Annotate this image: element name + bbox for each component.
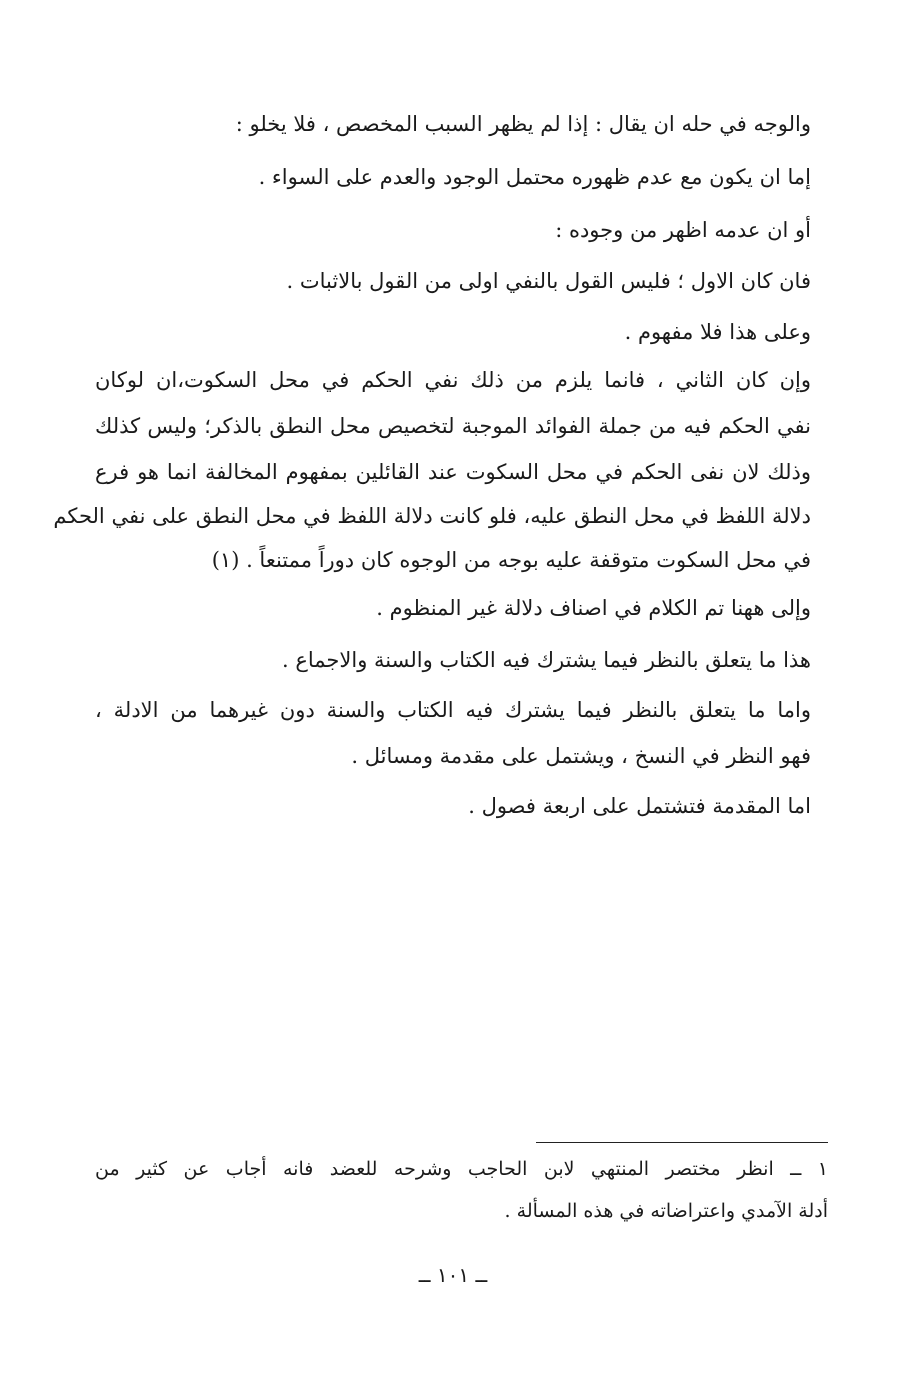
text-line: وإلى ههنا تم الكلام في اصناف دلالة غير المنظوم . bbox=[376, 596, 811, 620]
text-line: وذلك لان نفى الحكم في محل السكوت عند القائلين بمفهوم المخالفة انما هو فرع bbox=[95, 460, 811, 484]
footnote-separator bbox=[536, 1142, 828, 1143]
text-line: وإن كان الثاني ، فانما يلزم من ذلك نفي الحكم في محل السكوت،ان لوكان bbox=[95, 368, 811, 392]
footnote-line: أدلة الآمدي واعتراضاته في هذه المسألة . bbox=[504, 1200, 828, 1222]
text-line: واما ما يتعلق بالنظر فيما يشترك فيه الكتاب والسنة دون غيرهما من الادلة ، bbox=[95, 698, 811, 722]
text-line: أو ان عدمه اظهر من وجوده : bbox=[555, 218, 811, 242]
text-line: هذا ما يتعلق بالنظر فيما يشترك فيه الكتاب والسنة والاجماع . bbox=[282, 648, 811, 672]
text-line: فهو النظر في النسخ ، ويشتمل على مقدمة ومسائل . bbox=[351, 744, 811, 768]
text-line: إما ان يكون مع عدم ظهوره محتمل الوجود والعدم على السواء . bbox=[258, 165, 811, 189]
text-line: في محل السكوت متوقفة عليه بوجه من الوجوه كان دوراً ممتنعاً . (١) bbox=[211, 548, 811, 572]
text-line: والوجه في حله ان يقال : إذا لم يظهر السبب المخصص ، فلا يخلو : bbox=[235, 112, 811, 136]
text-line: فان كان الاول ؛ فليس القول بالنفي اولى من القول بالاثبات . bbox=[286, 269, 811, 293]
text-line: نفي الحكم فيه من جملة الفوائد الموجبة لتخصيص محل النطق بالذكر؛ وليس كذلك bbox=[95, 414, 811, 438]
footnote-line: ١ ــ انظر مختصر المنتهي لابن الحاجب وشرحه للعضد فانه أجاب عن كثير من bbox=[95, 1158, 828, 1180]
text-line: اما المقدمة فتشتمل على اربعة فصول . bbox=[468, 794, 811, 818]
text-line: وعلى هذا فلا مفهوم . bbox=[624, 320, 811, 344]
page-number: ــ ١٠١ ــ bbox=[418, 1263, 488, 1287]
text-line: دلالة اللفظ في محل النطق عليه، فلو كانت دلالة اللفظ في محل النطق على نفي الحكم bbox=[53, 504, 811, 528]
